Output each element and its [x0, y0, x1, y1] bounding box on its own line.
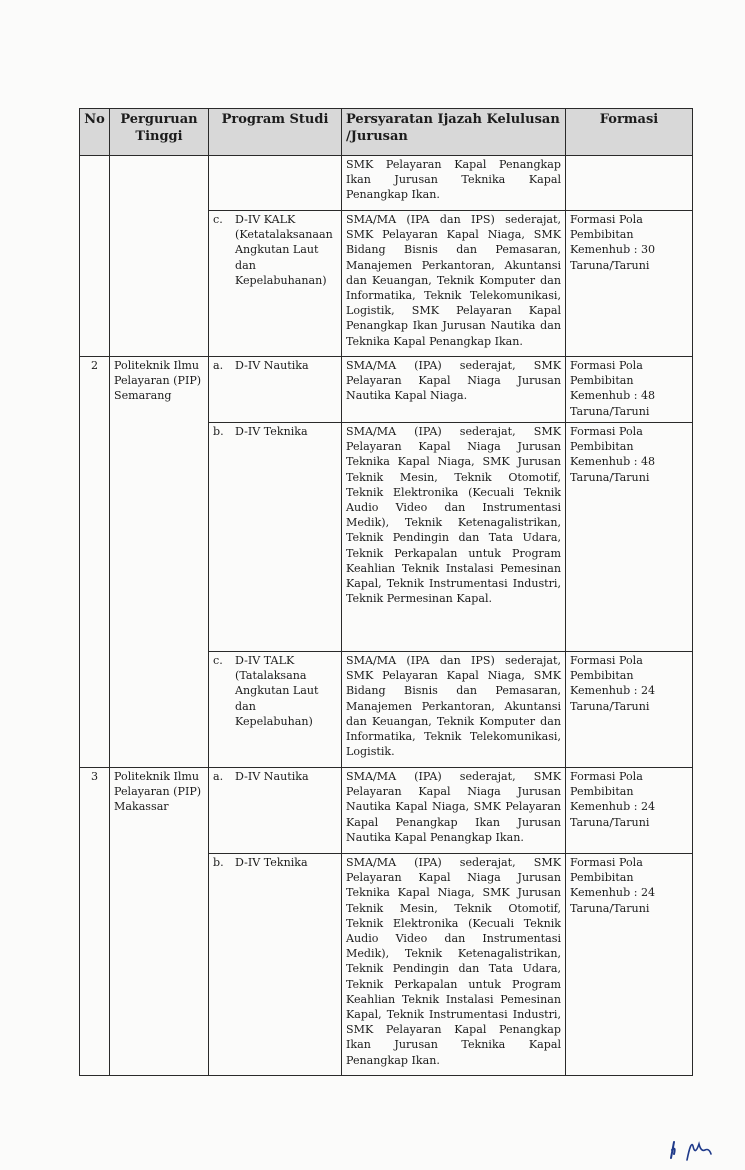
program-letter: b. — [213, 856, 224, 869]
table-row — [80, 357, 693, 423]
header-no: No — [80, 109, 110, 156]
table-header-row — [80, 109, 693, 156]
program-letter: c. — [213, 213, 223, 226]
header-perguruan-tinggi: Perguruan Tinggi — [110, 109, 209, 156]
cell-formasi: Formasi Pola Pembibitan Kemenhub : 30 Taruna/Taruni — [566, 211, 693, 357]
cell-institution: Politeknik Ilmu Pelayaran (PIP) Makassar — [110, 768, 209, 1076]
program-name: D-IV Teknika — [235, 425, 308, 438]
cell-requirement: SMK Pelayaran Kapal Penangkap Ikan Jurusan Teknika Kapal Penangkap Ikan. — [342, 156, 566, 211]
requirements-table — [79, 108, 693, 1076]
cell-program — [209, 768, 342, 854]
program-letter: c. — [213, 654, 223, 667]
cell-requirement: SMA/MA (IPA) sederajat, SMK Pelayaran Kapal Niaga Jurusan Teknika Kapal Niaga, SMK Jurusan Teknik Mesin, Teknik Otomotif, Teknik Elektronika (Kecuali Teknik Audio Video dan Instrumentasi Medik), Teknik Ketenagalistrikan, Teknik Pendingin dan Tata Udara, Teknik Perkapalan untuk Program Keahlian Teknik Instalasi Pemesinan Kapal, Teknik Instrumentasi Industri, Teknik Permesinan Kapal. — [342, 423, 566, 652]
table-row — [80, 768, 693, 854]
cell-requirement: SMA/MA (IPA) sederajat, SMK Pelayaran Kapal Niaga Jurusan Teknika Kapal Niaga, SMK Jurusan Teknik Mesin, Teknik Otomotif, Teknik Elektronika (Kecuali Teknik Audio Video dan Instrumentasi Medik), Teknik Ketenagalistrikan, Teknik Pendingin dan Tata Udara, Teknik Perkapalan untuk Program Keahlian Teknik Instalasi Pemesinan Kapal, Teknik Instrumentasi Industri, SMK Pelayaran Kapal Penangkap Ikan Jurusan Teknika Kapal Penangkap Ikan. — [342, 854, 566, 1076]
cell-no: 3 — [80, 768, 110, 1076]
cell-program — [209, 854, 342, 1076]
program-name: D-IV TALK (Tatalaksana Angkutan Laut dan Kepelabuhan) — [235, 654, 319, 728]
cell-program — [209, 652, 342, 768]
cell-institution — [110, 156, 209, 357]
program-letter: b. — [213, 425, 224, 438]
cell-formasi: Formasi Pola Pembibitan Kemenhub : 24 Taruna/Taruni — [566, 652, 693, 768]
cell-requirement: SMA/MA (IPA) sederajat, SMK Pelayaran Kapal Niaga Jurusan Nautika Kapal Niaga. — [342, 357, 566, 423]
header-program-studi: Program Studi — [209, 109, 342, 156]
signature-mark — [665, 1134, 725, 1164]
cell-requirement: SMA/MA (IPA) sederajat, SMK Pelayaran Kapal Niaga Jurusan Nautika Kapal Niaga, SMK Pelayaran Kapal Penangkap Ikan Jurusan Nautika Kapal Penangkap Ikan. — [342, 768, 566, 854]
cell-formasi: Formasi Pola Pembibitan Kemenhub : 48 Taruna/Taruni — [566, 423, 693, 652]
program-name: D-IV Nautika — [235, 359, 309, 372]
program-name: D-IV Nautika — [235, 770, 309, 783]
table-row — [80, 156, 693, 211]
cell-formasi — [566, 156, 693, 211]
cell-program — [209, 357, 342, 423]
cell-no — [80, 156, 110, 357]
program-letter: a. — [213, 359, 224, 372]
program-letter: a. — [213, 770, 224, 783]
cell-program — [209, 423, 342, 652]
header-persyaratan: Persyaratan Ijazah Kelulusan /Jurusan — [342, 109, 566, 156]
program-name: D-IV KALK (Ketatalaksanaan Angkutan Laut dan Kepelabuhanan) — [235, 213, 333, 287]
cell-program — [209, 211, 342, 357]
program-name: D-IV Teknika — [235, 856, 308, 869]
cell-institution: Politeknik Ilmu Pelayaran (PIP) Semarang — [110, 357, 209, 768]
cell-program — [209, 156, 342, 211]
cell-formasi: Formasi Pola Pembibitan Kemenhub : 24 Taruna/Taruni — [566, 768, 693, 854]
cell-requirement: SMA/MA (IPA dan IPS) sederajat, SMK Pelayaran Kapal Niaga, SMK Bidang Bisnis dan Pemasaran, Manajemen Perkantoran, Akuntansi dan Keuangan, Teknik Komputer dan Informatika, Teknik Telekomunikasi, Logistik. — [342, 652, 566, 768]
cell-formasi: Formasi Pola Pembibitan Kemenhub : 24 Taruna/Taruni — [566, 854, 693, 1076]
cell-no: 2 — [80, 357, 110, 768]
cell-formasi: Formasi Pola Pembibitan Kemenhub : 48 Taruna/Taruni — [566, 357, 693, 423]
header-formasi: Formasi — [566, 109, 693, 156]
cell-requirement: SMA/MA (IPA dan IPS) sederajat, SMK Pelayaran Kapal Niaga, SMK Bidang Bisnis dan Pemasaran, Manajemen Perkantoran, Akuntansi dan Keuangan, Teknik Komputer dan Informatika, Teknik Telekomunikasi, Logistik, SMK Pelayaran Kapal Penangkap Ikan Jurusan Nautika dan Teknika Kapal Penangkap Ikan. — [342, 211, 566, 357]
